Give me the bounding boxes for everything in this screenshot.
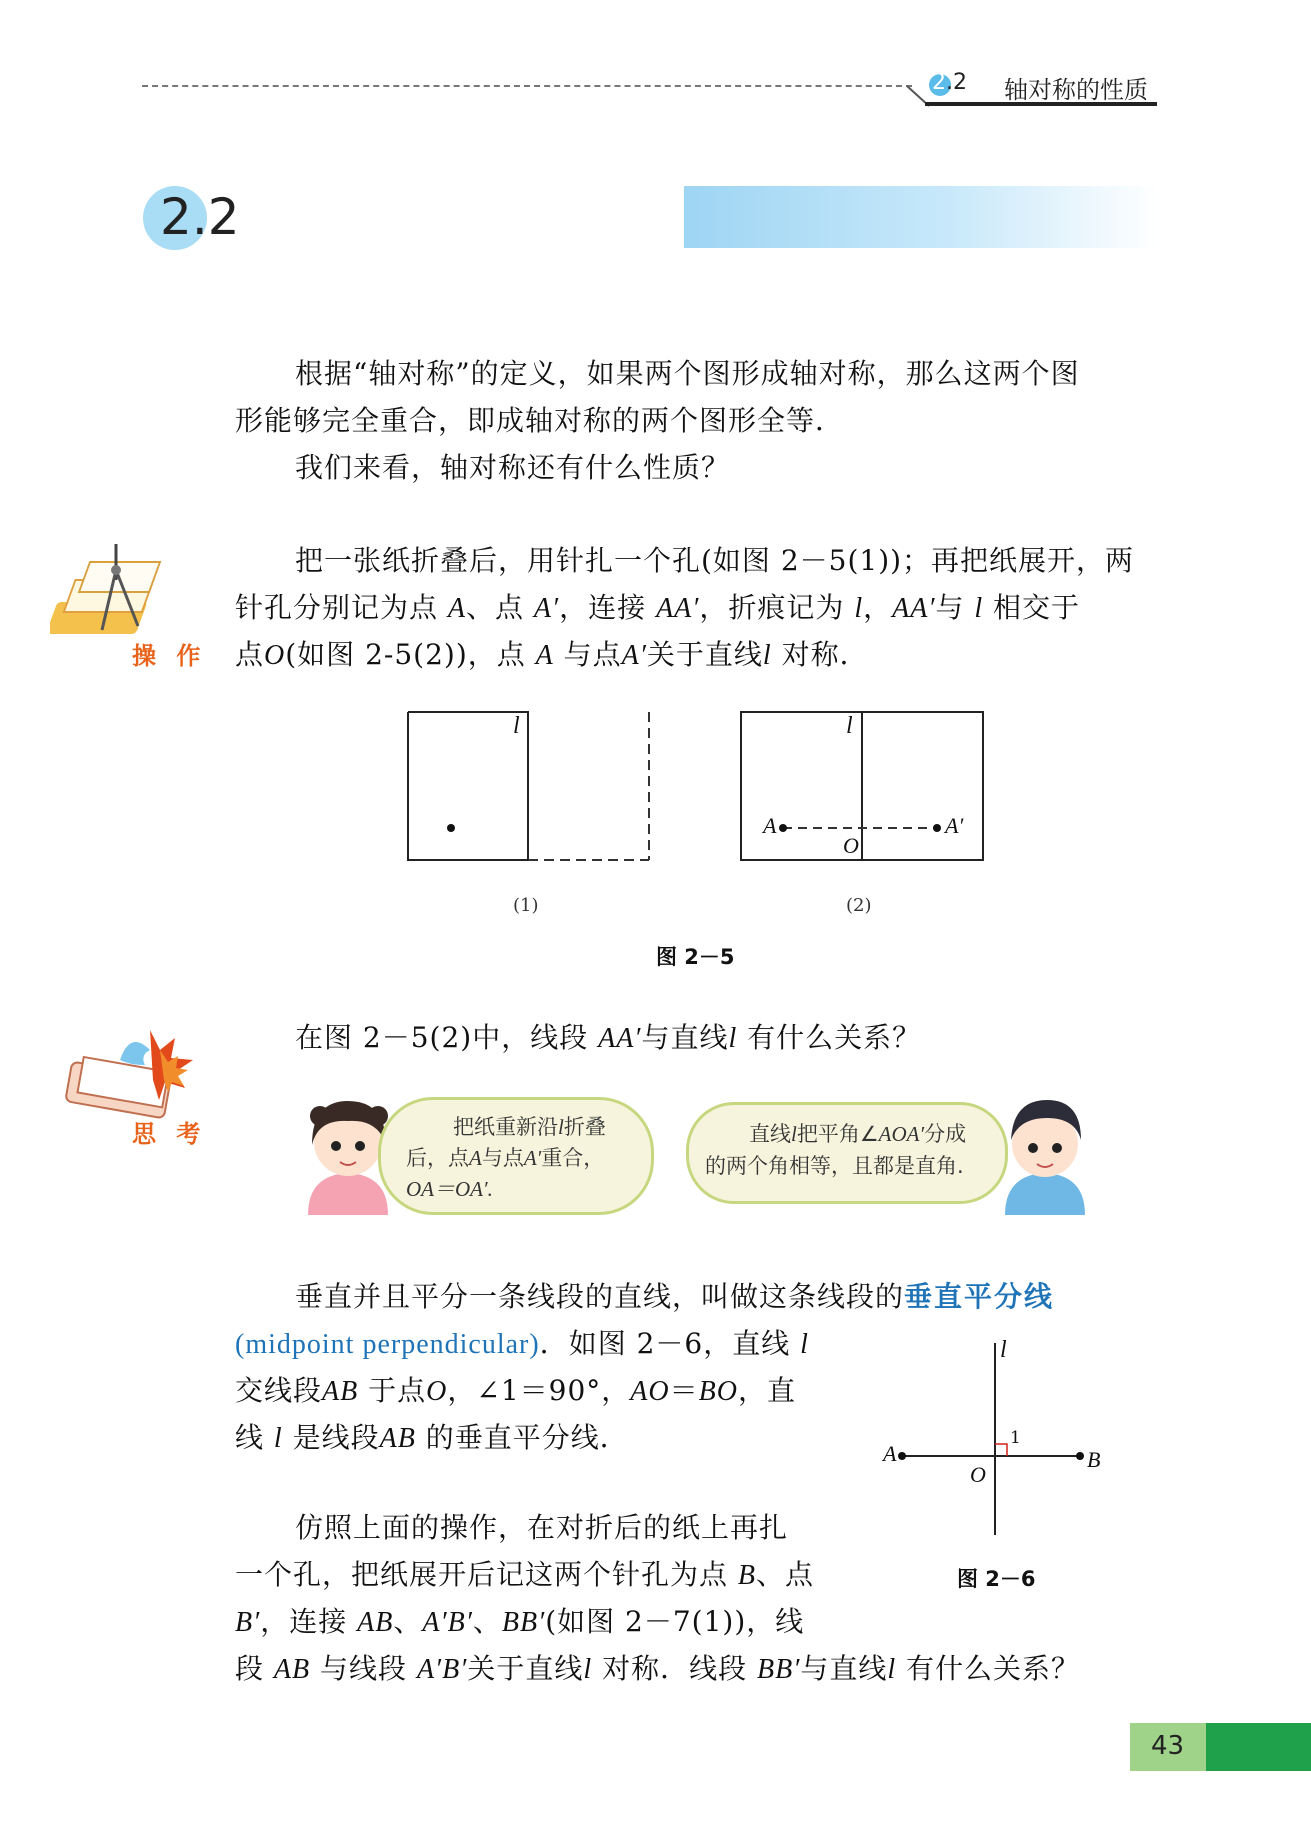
fig26-label-O: O <box>970 1462 986 1487</box>
fig26-label-1: 1 <box>1010 1428 1021 1448</box>
operation-line1: 把一张纸折叠后，用针扎一个孔(如图 2－5(1))；再把纸展开，两 <box>295 544 1135 577</box>
pin-hole <box>447 824 455 832</box>
intro-question: 我们来看，轴对称还有什么性质？ <box>295 451 731 484</box>
page-number-bar <box>1206 1723 1311 1771</box>
point-A <box>779 824 787 832</box>
point-B <box>1076 1452 1084 1460</box>
boy-avatar <box>995 1090 1095 1215</box>
point-A-prime <box>933 824 941 832</box>
fig26-label-l: l <box>1000 1337 1007 1363</box>
boy-speech-bubble <box>686 1102 1008 1204</box>
figure-2-5-part1 <box>400 700 660 870</box>
boy-bubble-line2: 的两个角相等，且都是直角. <box>705 1154 964 1178</box>
fig25-subcaption-2: (2) <box>846 895 872 916</box>
definition-line2: (midpoint perpendicular)．如图 2－6，直线 l <box>235 1327 809 1360</box>
fig25-subcaption-1: (1) <box>513 895 539 916</box>
girl-bubble-line1: 把纸重新沿l折叠 <box>453 1115 606 1139</box>
intro-paragraph-line2: 形能够完全重合，即成轴对称的两个图形全等． <box>235 404 845 437</box>
exercise-line1: 仿照上面的操作，在对折后的纸上再扎 <box>295 1511 789 1544</box>
fig25-label-l2: l <box>846 713 853 739</box>
fig26-caption: 图 2－6 <box>957 1567 1036 1591</box>
exercise-line3: B′，连接 AB、A′B′、BB′(如图 2－7(1))，线 <box>235 1605 805 1638</box>
girl-bubble-line2: 后，点A与点A′重合， <box>406 1146 605 1170</box>
fig25-label-l1: l <box>513 713 520 739</box>
fig26-label-B: B <box>1087 1447 1101 1472</box>
definition-line1: 垂直并且平分一条线段的直线，叫做这条线段的垂直平分线 <box>295 1280 1055 1313</box>
header-dashed-line <box>142 85 912 87</box>
boy-bubble-line1: 直线l把平角∠AOA′分成 <box>749 1122 967 1146</box>
page-number: 43 <box>1151 1731 1185 1761</box>
fig26-label-A: A <box>883 1441 897 1466</box>
girl-speech-bubble <box>378 1097 654 1215</box>
figure-2-5-part2 <box>735 700 995 870</box>
fig25-caption: 图 2－5 <box>656 945 735 969</box>
header-section-number: 2.2 <box>932 70 967 95</box>
operation-line2: 针孔分别记为点 A、点 A′，连接 AA′，折痕记为 l，AA′与 l 相交于 <box>235 591 1081 624</box>
fig25-label-O: O <box>843 833 859 858</box>
figure-2-6 <box>890 1335 1100 1545</box>
definition-line4: 线 l 是线段AB 的垂直平分线． <box>235 1421 629 1454</box>
section-number: 2.2 <box>160 188 240 246</box>
exercise-line4: 段 AB 与线段 A′B′关于直线l 对称．线段 BB′与直线l 有什么关系？ <box>235 1652 1081 1685</box>
operation-tag: 操 作 <box>132 642 207 670</box>
definition-line3: 交线段AB 于点O，∠1＝90°，AO＝BO，直 <box>235 1374 796 1407</box>
header-title: 轴对称的性质 <box>1004 76 1148 104</box>
girl-bubble-line3: OA＝OA′. <box>406 1177 493 1201</box>
think-tag: 思 考 <box>132 1120 207 1148</box>
section-title-bar <box>684 186 1160 248</box>
point-A <box>898 1452 906 1460</box>
intro-paragraph-line1: 根据“轴对称”的定义，如果两个图形成轴对称，那么这两个图 <box>295 357 1080 390</box>
paper-outline <box>408 712 528 860</box>
operation-line3: 点O(如图 2-5(2))，点 A 与点A′关于直线l 对称． <box>235 638 869 671</box>
term-midpoint-perpendicular: 垂直平分线 <box>904 1280 1055 1313</box>
fig25-label-A: A <box>763 813 777 838</box>
right-angle-mark <box>995 1444 1007 1456</box>
fig25-label-A-prime: A′ <box>945 813 964 838</box>
exercise-line2: 一个孔，把纸展开后记这两个针孔为点 B、点 <box>235 1558 815 1591</box>
think-question: 在图 2－5(2)中，线段 AA′与直线l 有什么关系？ <box>295 1021 922 1054</box>
